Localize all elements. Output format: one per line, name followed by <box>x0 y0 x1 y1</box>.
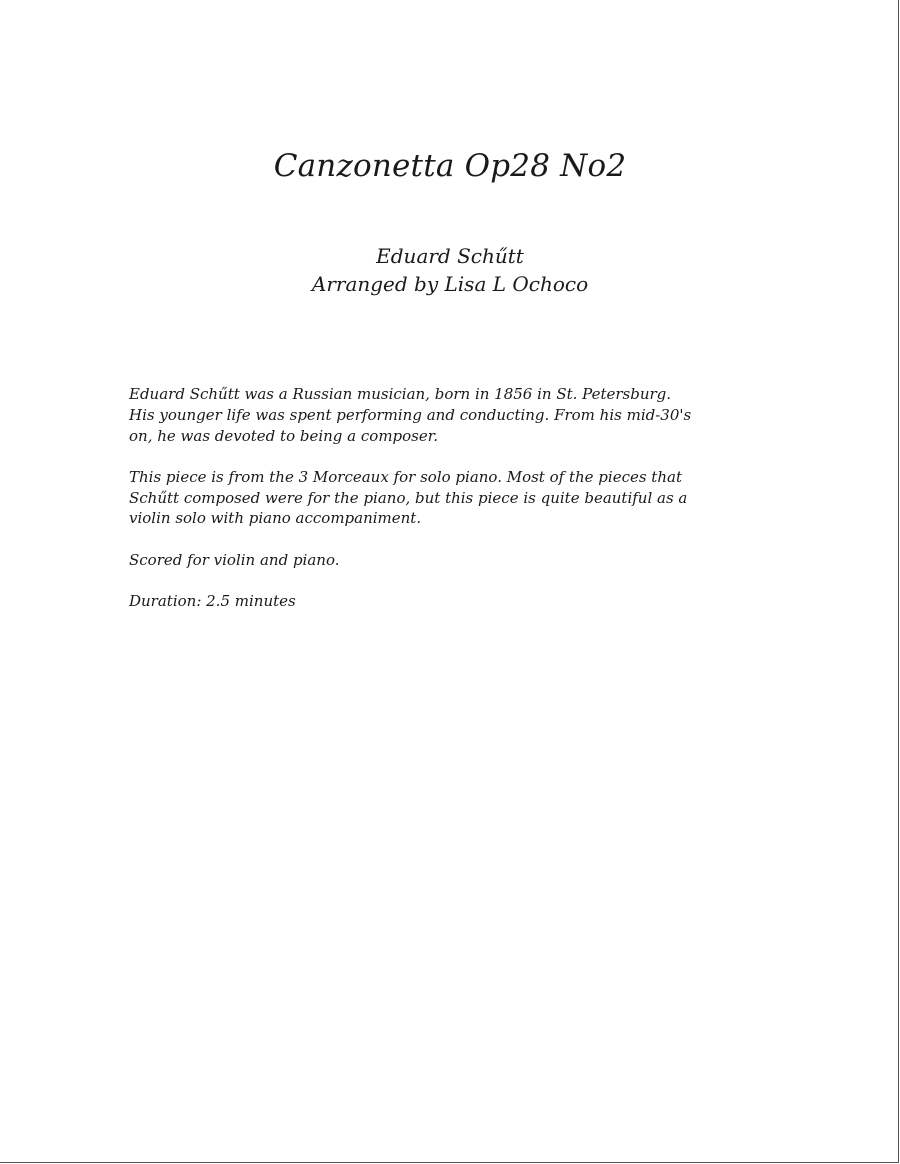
page-title: Canzonetta Op28 No2 <box>273 148 627 184</box>
description-body <box>129 384 789 632</box>
composer-name: Eduard Schűtt <box>376 244 524 268</box>
text-line: His younger life was spent performing and conducting. From his mid-30's <box>129 405 692 424</box>
text-line: This piece is from the 3 Morceaux for solo piano. Most of the pieces that <box>129 467 682 486</box>
paragraph-scoring <box>129 550 789 571</box>
text-line: Duration: 2.5 minutes <box>129 592 296 611</box>
paragraph-piece-info <box>129 467 789 529</box>
text-line: violin solo with piano accompaniment. <box>129 509 422 528</box>
text-line: Eduard Schűtt was a Russian musician, born in 1856 in St. Petersburg. <box>129 385 672 403</box>
credits-block <box>0 242 900 298</box>
arranger-credit: Arranged by Lisa L Ochoco <box>311 272 589 296</box>
text-line: Schűtt composed were for the piano, but this piece is quite beautiful as a <box>129 488 688 507</box>
paragraph-biography <box>129 384 789 446</box>
text-line: on, he was devoted to being a composer. <box>129 426 439 445</box>
text-line: Scored for violin and piano. <box>129 550 340 569</box>
paragraph-duration <box>129 591 789 612</box>
